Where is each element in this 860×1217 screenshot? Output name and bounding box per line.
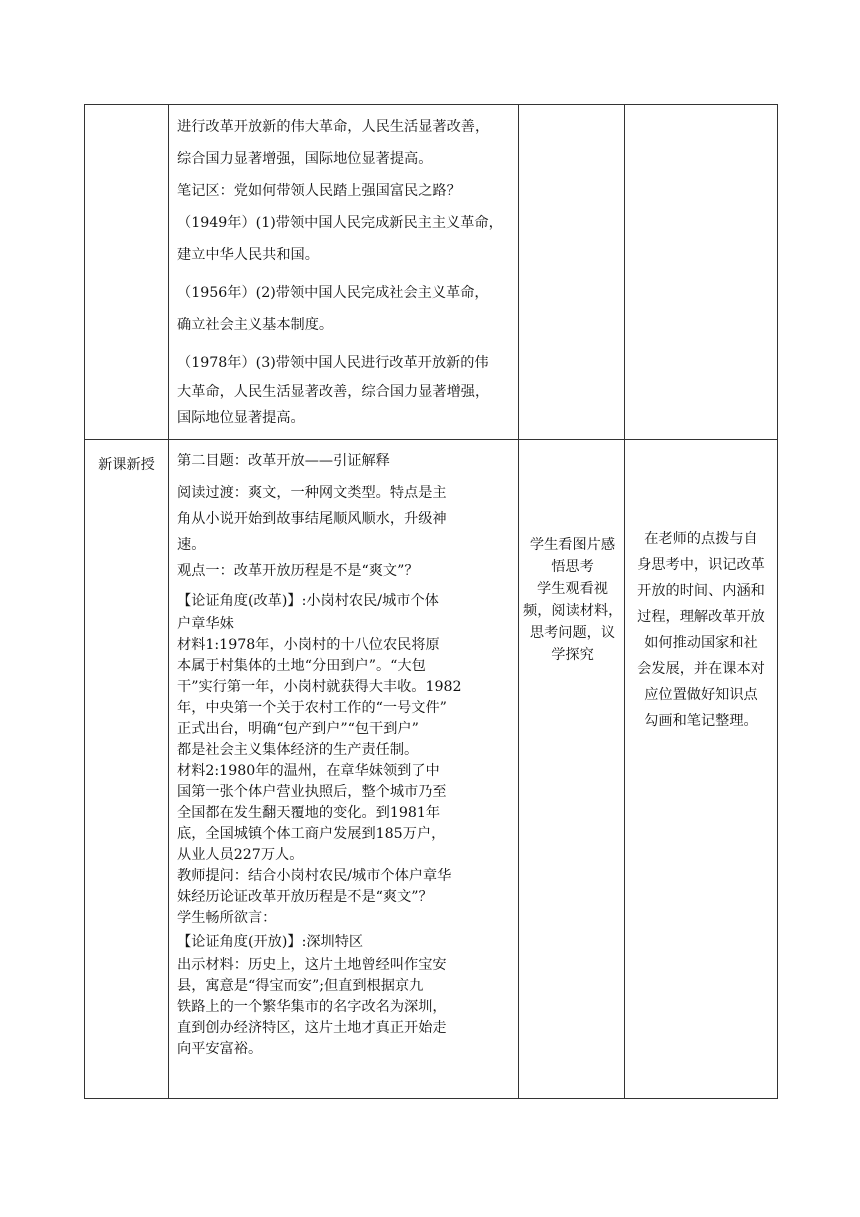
student-activity-line: 悟思考 [551,559,594,575]
content-line: 确立社会主义基本制度。 [177,317,334,333]
material-line: 向平安富裕。 [177,1041,263,1057]
design-intent-line: 开放的时间、内涵和 [637,583,765,599]
student-activity-line: 频，阅读材料， [523,603,623,619]
content-line: （1978年）(3)带领中国人民进行改革开放新的伟 [177,355,489,371]
material-line: 干”实行第一年，小岗村就获得大丰收。1982 [177,679,462,695]
lesson-plan-table [84,104,778,1099]
design-intent-cell [625,440,778,1099]
content-line: 阅读过渡：爽文，一种网文类型。特点是主 [177,485,447,501]
content-line: 进行改革开放新的伟大革命，人民生活显著改善， [177,119,490,135]
student-activity-line: 学探究 [551,647,594,663]
material-line: 从业人员227万人。 [177,847,304,863]
content-line: （1949年）(1)带领中国人民完成新民主主义革命， [177,215,503,231]
material-line: 都是社会主义集体经济的生产责任制。 [177,742,419,758]
material-line: 全国都在发生翻天覆地的变化。到1981年 [177,805,441,821]
material-line: 直到创办经济特区，这片土地才真正开始走 [177,1020,447,1036]
content-cell [169,105,519,440]
content-line: 学生畅所欲言： [177,910,277,926]
material-line: 铁路上的一个繁华集市的名字改名为深圳， [177,999,447,1015]
material-line: 出示材料：历史上，这片土地曾经叫作宝安 [177,957,447,973]
material-line: 国第一张个体户营业执照后，整个城市乃至 [177,784,447,800]
argument-heading: 【论证角度(改革)】:小岗村农民/城市个体 [177,593,439,609]
material-line: 年，中央第一个关于农村工作的“一号文件” [177,700,447,716]
table-row [85,440,778,1099]
design-intent-line: 过程，理解改革开放 [637,609,765,625]
material-line: 正式出台，明确“包产到户”“包干到户” [177,721,419,737]
design-intent-line: 如何推动国家和社 [644,635,758,651]
material-line: 县，寓意是“得宝而安”;但直到根据京九 [177,978,424,994]
material-line: 材料2:1980年的温州，在章华妹领到了中 [177,763,440,779]
content-line: 户章华妹 [177,616,234,632]
stage-label: 新课新授 [98,457,155,473]
section-title: 第二目题：改革开放——引证解释 [177,453,390,469]
content-line: 速。 [177,537,206,553]
student-activity-cell [519,440,625,1099]
design-intent-cell [625,105,778,440]
content-line: 大革命，人民生活显著改善，综合国力显著增强， [177,384,490,400]
design-intent-line: 身思考中，识记改革 [637,557,765,573]
table-row [85,105,778,440]
student-activity-line: 思考问题，议 [529,625,616,641]
stage-cell [85,105,169,440]
student-activity-line: 学生看图片感 [529,537,616,553]
content-cell [169,440,519,1099]
content-line: 建立中华人民共和国。 [177,247,319,263]
stage-cell [85,440,169,1099]
material-line: 材料1:1978年，小岗村的十八位农民将原 [177,637,440,653]
design-intent-line: 勾画和笔记整理。 [644,713,758,729]
content-line: 角从小说开始到故事结尾顺风顺水，升级神 [177,511,447,527]
argument-heading: 【论证角度(开放)】:深圳特区 [177,934,364,950]
design-intent-line: 在老师的点拨与自 [644,531,758,547]
content-line: 国际地位显著提高。 [177,410,305,426]
content-line: （1956年）(2)带领中国人民完成社会主义革命， [177,285,489,301]
content-line: 综合国力显著增强，国际地位显著提高。 [177,151,433,167]
viewpoint-heading: 观点一：改革开放历程是不是“爽文”？ [177,563,419,579]
notes-heading: 笔记区：党如何带领人民踏上强国富民之路？ [177,183,461,199]
student-activity-line: 学生观看视 [537,581,608,597]
material-line: 底，全国城镇个体工商户发展到185万户， [177,826,446,842]
design-intent-line: 应位置做好知识点 [644,687,758,703]
material-line: 本属于村集体的土地“分田到户”。“大包 [177,658,426,674]
teacher-question-line: 教师提问：结合小岗村农民/城市个体户章华 [177,868,452,884]
teacher-question-line: 妹经历论证改革开放历程是不是“爽文”？ [177,889,433,905]
design-intent-line: 会发展，并在课本对 [637,661,765,677]
student-activity-cell [519,105,625,440]
